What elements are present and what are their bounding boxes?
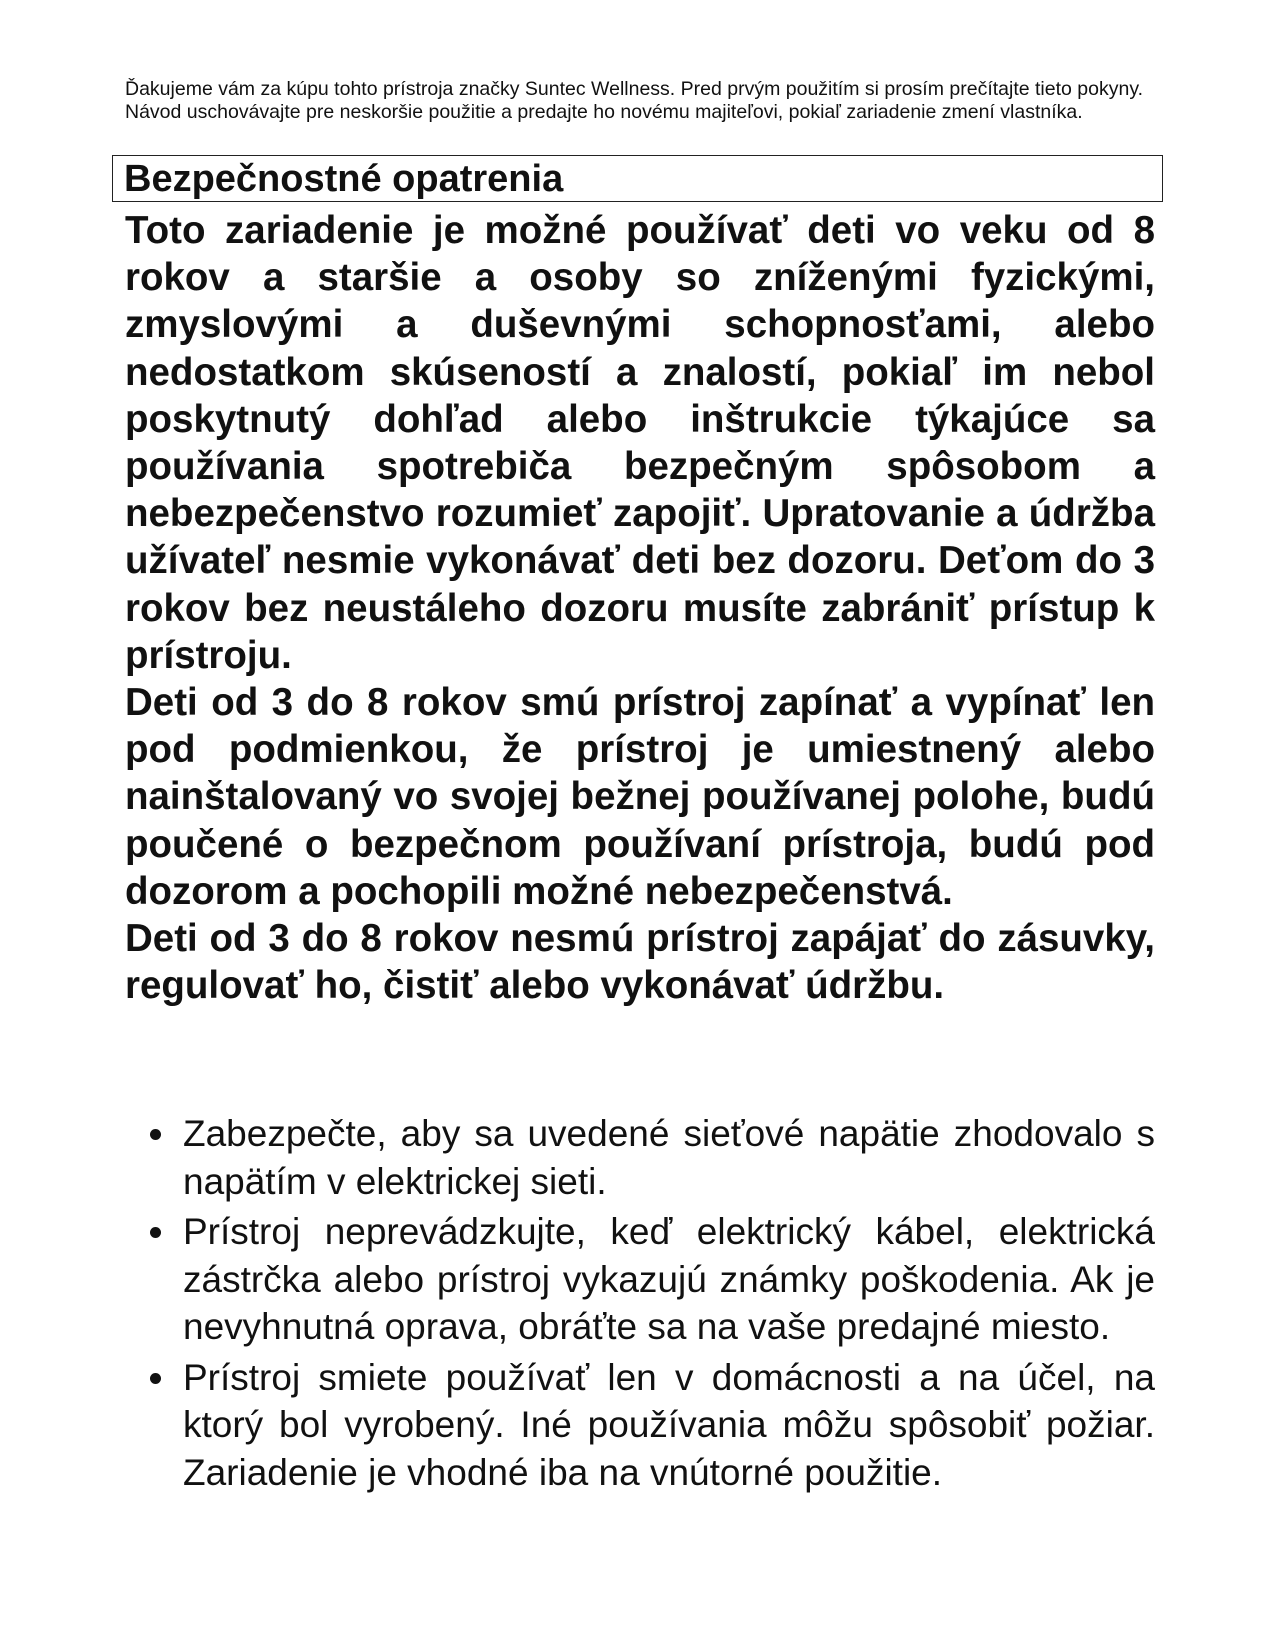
- bullet-icon: [150, 1227, 161, 1238]
- list-item-text: Prístroj smiete používať len v domácnosti a na účel, na ktorý bol vyrobený. Iné používania môžu spôsobiť požiar. Zariadenie je vhodné iba na vnútorné použitie.: [183, 1356, 1155, 1493]
- paragraph: Deti od 3 do 8 rokov nesmú prístroj zapájať do zásuvky, regulovať ho, čistiť alebo vykonávať údržbu.: [125, 917, 1155, 1008]
- safety-warning-text: [125, 207, 1155, 1009]
- paragraph: Toto zariadenie je možné používať deti vo veku od 8 rokov a staršie a osoby so zníženými fyzickými, zmyslovými a duševnými schopnosťami, alebo nedostatkom skúseností a znalostí, pokiaľ im nebol poskytnutý dohľad alebo inštrukcie týkajúce sa používania spotrebiča bezpečným spôsobom a nebezpečenstvo rozumieť zapojiť. Upratovanie a údržba užívateľ nesmie vykonávať deti bez dozoru. Deťom do 3 rokov bez neustáleho dozoru musíte zabrániť prístup k prístroju.: [125, 209, 1155, 677]
- list-item: [125, 1208, 1155, 1351]
- section-heading: Bezpečnostné opatrenia: [124, 158, 564, 200]
- list-item-text: Zabezpečte, aby sa uvedené sieťové napätie zhodovalo s napätím v elektrickej sieti.: [183, 1113, 1155, 1202]
- safety-bullet-list: [125, 1110, 1155, 1496]
- bullet-icon: [150, 1373, 161, 1384]
- bullet-icon: [150, 1129, 161, 1140]
- list-item: [125, 1354, 1155, 1497]
- paragraph: Deti od 3 do 8 rokov smú prístroj zapínať a vypínať len pod podmienkou, že prístroj je umiestnený alebo nainštalovaný vo svojej bežnej používanej polohe, budú poučené o bezpečnom používaní prístroja, budú pod dozorom a pochopili možné nebezpečenstvá.: [125, 681, 1155, 913]
- list-item: [125, 1110, 1155, 1205]
- list-item-text: Prístroj neprevádzkujte, keď elektrický kábel, elektrická zástrčka alebo prístroj vykazujú známky poškodenia. Ak je nevyhnutná oprava, obráťte sa na vaše predajné miesto.: [183, 1211, 1155, 1347]
- intro-text: Ďakujeme vám za kúpu tohto prístroja značky Suntec Wellness. Pred prvým použitím si prosím prečítajte tieto pokyny. Návod uschovávajte pre neskoršie použitie a predajte ho novému majiteľovi, pokiaľ zariadenie zmení vlastníka.: [125, 78, 1144, 123]
